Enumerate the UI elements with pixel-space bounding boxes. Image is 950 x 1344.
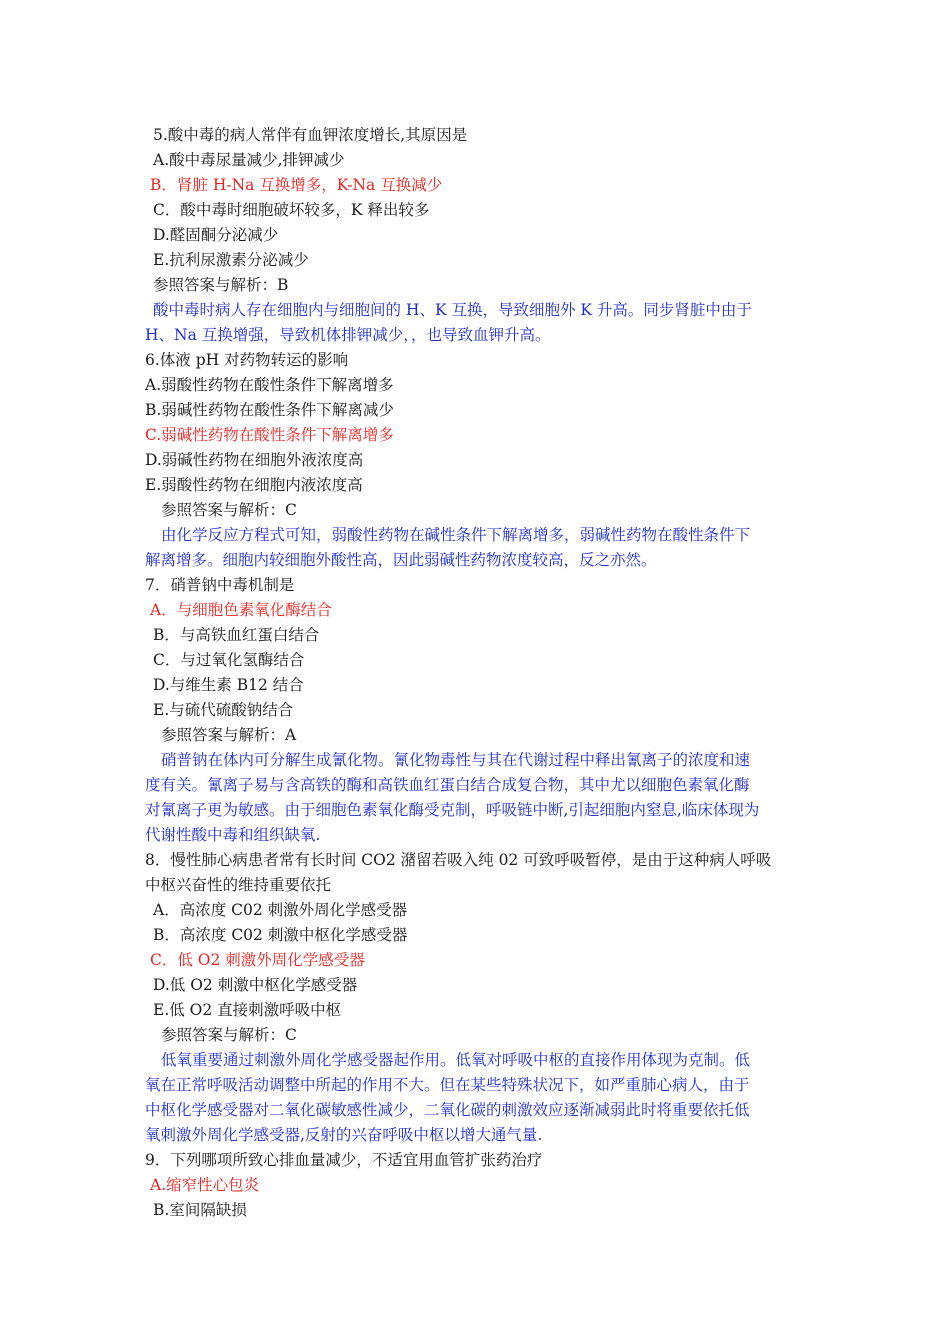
text-line: 低氧重要通过刺激外周化学感受器起作用。低氧对呼吸中枢的直接作用体现为克制。低 (161, 1051, 751, 1069)
text-line: 参照答案与解析：B (153, 276, 289, 294)
text-line: C．低 O2 刺激外周化学感受器 (150, 951, 365, 969)
text-line: B.室间隔缺损 (153, 1201, 247, 1219)
text-line: E.与硫代硫酸钠结合 (153, 701, 294, 719)
text-line: 氧在正常呼吸活动调整中所起的作用不大。但在某些特殊状况下，如严重肺心病人，由于 (145, 1076, 750, 1094)
text-line: A．与细胞色素氧化酶结合 (150, 601, 332, 619)
text-line: C．与过氧化氢酶结合 (153, 651, 305, 669)
text-line: A.酸中毒尿量减少,排钾减少 (153, 151, 345, 169)
text-line: E.抗利尿激素分泌减少 (153, 251, 309, 269)
text-line: A.缩窄性心包炎 (150, 1176, 260, 1194)
text-line: 5.酸中毒的病人常伴有血钾浓度增长,其原因是 (153, 126, 468, 144)
text-line: 由化学反应方程式可知，弱酸性药物在碱性条件下解离增多，弱碱性药物在酸性条件下 (161, 526, 751, 544)
text-line: E.弱酸性药物在细胞内液浓度高 (145, 476, 363, 494)
text-line: D.低 O2 刺激中枢化学感受器 (153, 976, 358, 994)
text-line: C．酸中毒时细胞破坏较多，K 释出较多 (153, 201, 430, 219)
text-line: E.低 O2 直接刺激呼吸中枢 (153, 1001, 342, 1019)
text-line: 酸中毒时病人存在细胞内与细胞间的 H、K 互换，导致细胞外 K 升高。同步肾脏中由于 (153, 301, 752, 319)
text-line: 参照答案与解析：C (161, 501, 297, 519)
text-line: 代谢性酸中毒和组织缺氧. (145, 826, 321, 844)
text-line: D.醛固酮分泌减少 (153, 226, 279, 244)
text-line: B．与高铁血红蛋白结合 (153, 626, 320, 644)
text-line: 6.体液 pH 对药物转运的影响 (145, 351, 349, 369)
text-line: 中枢兴奋性的维持重要依托 (145, 876, 332, 894)
text-line: A．高浓度 C02 刺激外周化学感受器 (153, 901, 408, 919)
text-line: B．高浓度 C02 刺激中枢化学感受器 (153, 926, 408, 944)
text-line: 8．慢性肺心病患者常有长时间 CO2 潴留若吸入纯 02 可致呼吸暂停，是由于这种病人呼吸 (145, 851, 772, 869)
text-line: D.弱碱性药物在细胞外液浓度高 (145, 451, 364, 469)
document-page (0, 123, 950, 1223)
text-line: 对氰离子更为敏感。由于细胞色素氧化酶受克制，呼吸链中断,引起细胞内窒息,临床体现为 (145, 801, 760, 819)
text-line: 参照答案与解析：A (161, 726, 297, 744)
text-line: 硝普钠在体内可分解生成氰化物。氰化物毒性与其在代谢过程中释出氰离子的浓度和速 (161, 751, 751, 769)
text-line: C.弱碱性药物在酸性条件下解离增多 (145, 426, 394, 444)
text-line: 氧刺激外周化学感受器,反射的兴奋呼吸中枢以增大通气量. (145, 1126, 543, 1144)
text-line: 度有关。氰离子易与含高铁的酶和高铁血红蛋白结合成复合物，其中尤以细胞色素氧化酶 (145, 776, 750, 794)
text-line: 中枢化学感受器对二氧化碳敏感性减少，二氧化碳的刺激效应逐渐减弱此时将重要依托低 (145, 1101, 750, 1119)
text-line: D.与维生素 B12 结合 (153, 676, 304, 694)
text-line: 参照答案与解析：C (161, 1026, 297, 1044)
text-line: A.弱酸性药物在酸性条件下解离增多 (145, 376, 394, 394)
text-line: 9．下列哪项所致心排血量减少，不适宜用血管扩张药治疗 (145, 1151, 543, 1169)
text-line: 解离增多。细胞内较细胞外酸性高，因此弱碱性药物浓度较高，反之亦然。 (145, 551, 657, 569)
text-line: 7．硝普钠中毒机制是 (145, 576, 295, 594)
text-line: H、Na 互换增强，导致机体排钾减少，，也导致血钾升高。 (145, 326, 551, 344)
text-line: B．肾脏 H-Na 互换增多，K-Na 互换减少 (150, 176, 443, 194)
text-line: B.弱碱性药物在酸性条件下解离减少 (145, 401, 394, 419)
